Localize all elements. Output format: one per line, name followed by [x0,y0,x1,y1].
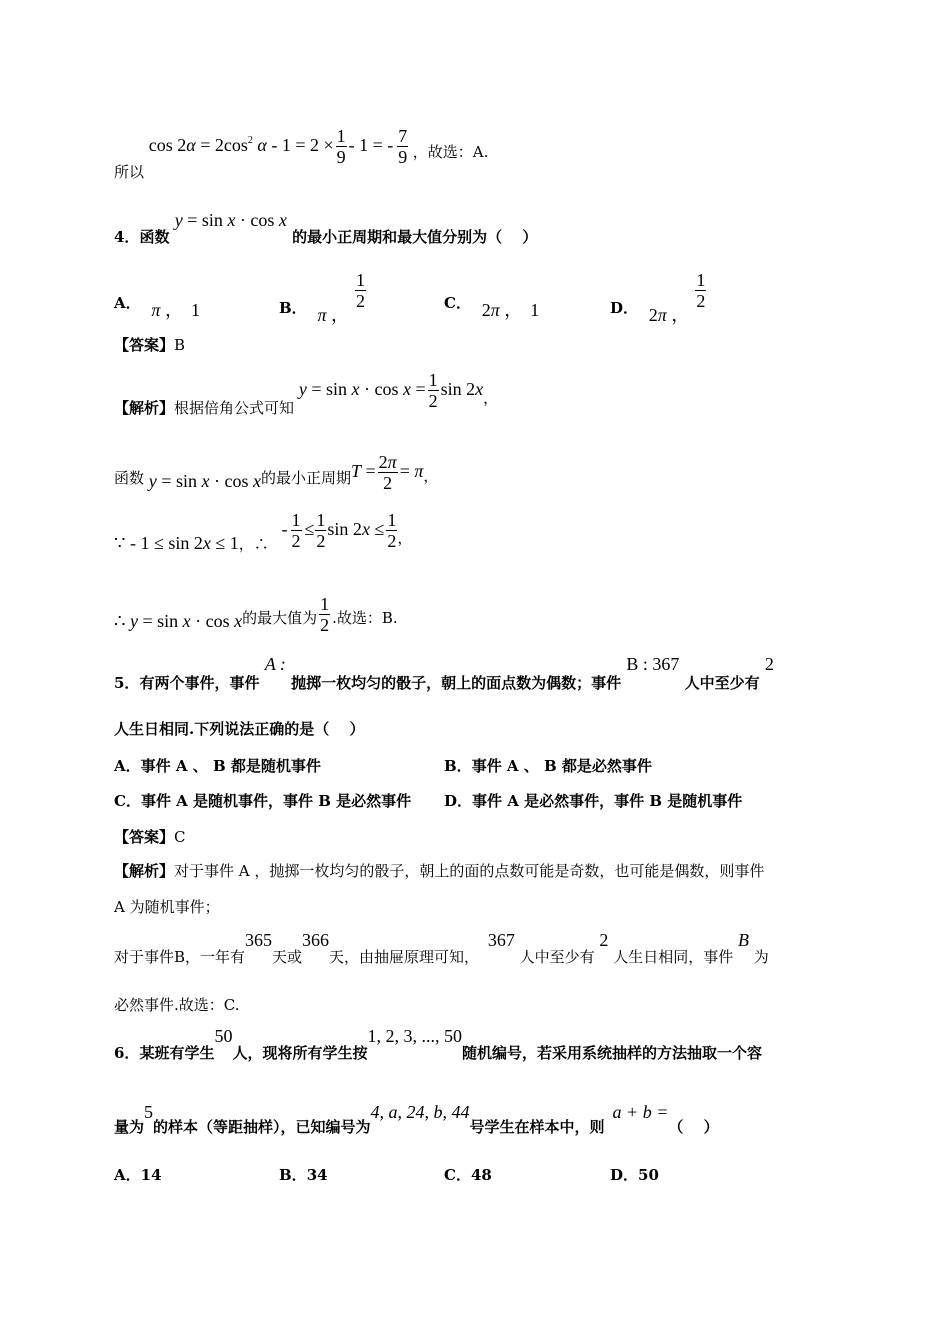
q4-analysis-2-formula2: T = $\frac{2\pi}{2}$ = π [350,452,424,493]
q6-l1-p3: 人，现将所有学生按 [232,1044,368,1062]
q6-stem-line-2 [114,1102,719,1136]
q4-stem-text: 的最小正周期和最大值分别为（ ） [292,228,538,246]
q6-option-a-value: 14 [140,1166,162,1184]
q4-option-c [444,270,540,320]
q5-stem-part-2: A : [264,654,286,674]
q5-answer-tag: 【答案】 [114,828,175,846]
q4-analysis-4-mid: 的最大值为 [242,608,318,627]
q5-stem-part-3: 抛掷一枚均匀的骰子，朝上的面点数为偶数；事件 [291,674,622,692]
q4-number: 4． [114,228,140,246]
q6-option-c-label: C． [444,1166,471,1184]
q5-option-c-label: C． [114,792,141,810]
q5-a3-p7: 人中至少有 [519,948,595,966]
q4-analysis-2-formula: y = sin x · cos x [148,470,261,491]
q6-number: 6． [114,1044,140,1062]
q5-option-b [444,755,652,776]
q6-option-d-label: D． [610,1166,639,1184]
q5-a3-p11: 为 [753,948,769,966]
q6-option-d [610,1164,659,1185]
q4-analysis-4-formula2: $\frac{1}{2}$ [320,594,330,635]
q5-a3-p9: 人生日相同，事件 [613,948,734,966]
q5-option-b-label: B． [444,757,472,775]
top-solution-suffix: ，故选：A. [412,142,489,161]
top-solution-prefix: 所以 [114,162,145,181]
q4-formula: y = sin x · cos x [174,210,287,230]
q6-l2-p4: 4, a, 24, b, 44 [370,1102,470,1122]
q4-option-b-value: π ， [317,304,349,325]
q5-analysis-line-1-text: 对于事件 A ，抛掷一枚均匀的骰子，朝上的面的点数可能是奇数，也可能是偶数，则事件 [174,862,765,880]
q4-option-b-label: B． [279,298,307,317]
q5-stem-part-6: 2 [764,654,774,674]
q4-option-d-frac: $\frac{1}{2}$ [696,270,706,311]
q4-analysis-1-formula: y = sin x · cos x = $\frac{1}{2}$ sin 2x [298,370,484,411]
q4-analysis-line-3 [114,510,412,551]
q4-option-d-value: 2π ， [648,304,690,325]
q6-l2-p5: 号学生在样本中，则 [469,1118,605,1136]
q5-option-a-label: A． [114,757,141,775]
q5-stem-line-2: 人生日相同.下列说法正确的是（ ） [114,720,365,738]
q5-a3-p10: B [738,930,749,950]
q6-option-b [279,1164,328,1185]
q6-option-b-value: 34 [306,1166,328,1184]
q6-l1-p5: 随机编号，若采用系统抽样的方法抽取一个容 [461,1044,762,1062]
q6-l1-p4: 1, 2, 3, ..., 50 [367,1026,462,1046]
q4-analysis-line-4 [114,594,398,635]
q4-stem [114,210,538,246]
q6-option-d-value: 50 [638,1166,659,1184]
q5-stem-line-1 [114,654,774,692]
q4-analysis-4-formula: ∴ y = sin x · cos x [114,610,243,631]
q4-option-d [610,270,706,325]
q6-l2-p2: 5 [144,1102,154,1122]
top-solution-line [114,126,489,181]
q6-l2-p3: 的样本（等距抽样），已知编号为 [153,1118,371,1136]
q4-analysis-3-formula2: - $\frac{1}{2}$ ≤ $\frac{1}{2}$ sin 2x ≤ $\frac{1}{2}$ [281,510,397,551]
q4-option-b-frac: $\frac{1}{2}$ [356,270,365,311]
q4-answer [114,334,185,355]
q4-option-d-label: D． [610,298,639,317]
q4-analysis-3-formula: ∵ - 1 ≤ sin 2x ≤ 1 [114,532,239,553]
q4-analysis-2-end: ， [423,466,439,485]
q5-stem-part-1: 有两个事件，事件 [139,674,260,692]
q4-option-b [279,270,366,325]
q4-analysis-2-text: 函数 [114,468,145,487]
q5-option-a [114,755,321,776]
q4-option-a [114,270,200,320]
q5-stem-part-5: 人中至少有 [684,674,760,692]
q5-analysis-line-2: A 为随机事件； [114,898,220,916]
q5-stem-part-4: B : 367 [626,654,680,674]
q5-option-c [114,790,411,811]
q4-analysis-line-1 [114,370,499,417]
q6-l2-p1: 量为 [114,1118,145,1136]
q5-option-a-text: 事件 A 、 B 都是随机事件 [140,757,321,775]
q5-a3-p1: 对于事件B，一年有 [114,948,246,966]
q6-option-a-label: A． [114,1166,141,1184]
q4-option-c-value: 2π ， 1 [481,300,540,320]
q4-analysis-tag: 【解析】 [114,398,175,417]
q5-a3-p5: 天，由抽屉原理可知， [329,948,480,966]
q5-a3-p3: 天或 [272,948,303,966]
q4-answer-value: B [174,336,186,354]
q5-option-c-text: 事件 A 是随机事件，事件 B 是必然事件 [140,792,412,810]
q5-number: 5． [114,674,140,692]
q4-analysis-3-end: ， [397,528,413,547]
q4-answer-tag: 【答案】 [114,336,175,354]
q6-option-c-value: 48 [470,1166,492,1184]
q6-option-c [444,1164,492,1185]
q4-analysis-2-mid: 的最小正周期 [260,468,351,487]
q5-option-d-text: 事件 A 是必然事件，事件 B 是随机事件 [472,792,743,810]
q6-l2-p6: a + b = [612,1102,669,1122]
q5-analysis-tag: 【解析】 [114,862,175,880]
q6-l1-p2: 50 [214,1026,233,1046]
q5-analysis-line-4: 必然事件.故选：C. [114,996,240,1014]
q5-option-d [444,790,742,811]
q5-answer [114,826,186,847]
q5-answer-value: C [174,828,186,846]
q5-a3-p8: 2 [599,930,609,950]
q4-analysis-1-text: 根据倍角公式可知 [174,398,295,417]
top-solution-formula-render: $\cos 2\alpha = 2\cos^2$ α - 1 = 2 × $\frac{1}{9}$ - 1 = - $\frac{7}{9}$ [148,126,408,167]
q4-option-a-label: A． [114,294,141,312]
q4-analysis-line-2 [114,452,438,493]
q4-option-a-value: π ， 1 [151,300,200,320]
q5-a3-p4: 366 [302,930,330,950]
q4-lead: 函数 [139,228,170,246]
q5-analysis-line-3 [114,930,769,966]
q4-analysis-3-mid: ，∴ [238,534,269,553]
q5-analysis-line-1 [114,860,764,881]
q5-option-d-label: D． [444,792,473,810]
q5-option-b-text: 事件 A 、 B 都是必然事件 [471,757,652,775]
q5-a3-p6: 367 [487,930,515,950]
q4-analysis-4-end: .故选：B. [332,608,398,627]
q6-option-a [114,1164,162,1185]
q6-stem-line-1 [114,1026,762,1062]
q4-option-c-label: C． [444,294,471,312]
q5-a3-p2: 365 [245,930,273,950]
q6-l1-p1: 某班有学生 [139,1044,215,1062]
q6-option-b-label: B． [279,1166,307,1184]
q6-l2-p7: （ ） [668,1118,719,1136]
q4-analysis-1-end: ， [483,388,499,407]
